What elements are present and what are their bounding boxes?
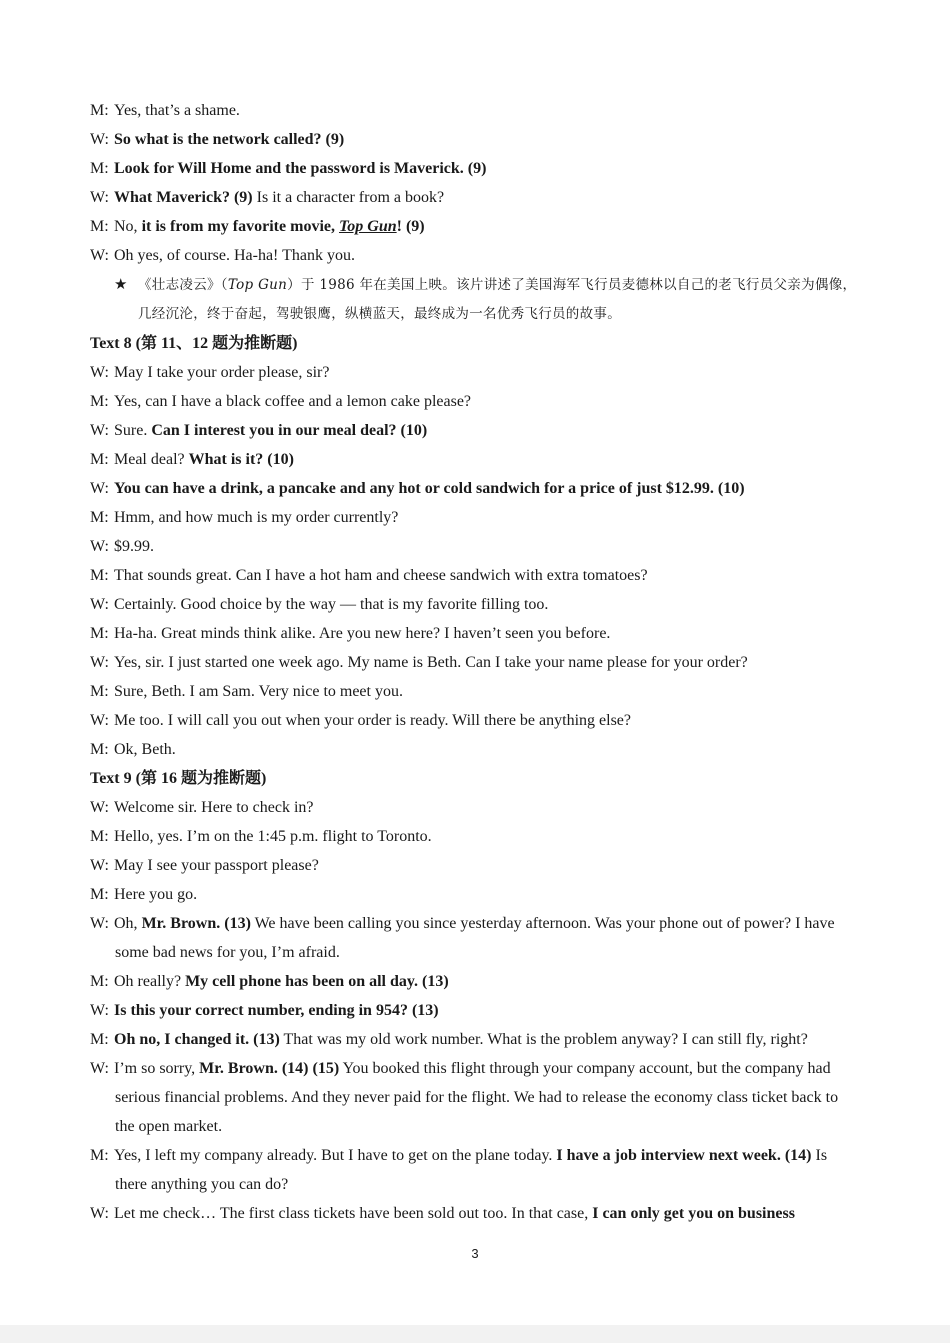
dialogue-text: That sounds great. Can I have a hot ham and cheese sandwich with extra tomatoes? bbox=[114, 567, 648, 584]
page-number: 3 bbox=[471, 1246, 479, 1261]
dialogue-text: Welcome sir. Here to check in? bbox=[114, 799, 314, 816]
dialogue-line bbox=[90, 387, 860, 416]
dialogue-text: Yes, can I have a black coffee and a lemon cake please? bbox=[114, 393, 472, 410]
dialogue-line bbox=[90, 1141, 860, 1199]
speaker-label: M: bbox=[90, 1147, 109, 1164]
dialogue-line bbox=[90, 793, 860, 822]
answer-cue-text: You can have a drink, a pancake and any hot or cold sandwich for a price of just $12.99. (10) bbox=[114, 480, 745, 497]
dialogue-text: Certainly. Good choice by the way — that is my favorite filling too. bbox=[114, 596, 549, 613]
dialogue-line bbox=[90, 1025, 860, 1054]
speaker-label: M: bbox=[90, 1031, 109, 1048]
speaker-label: W: bbox=[90, 799, 109, 816]
speaker-label: W: bbox=[90, 596, 109, 613]
dialogue-line bbox=[90, 503, 860, 532]
speaker-label: M: bbox=[90, 102, 109, 119]
dialogue-line bbox=[90, 445, 860, 474]
answer-cue-text: Can I interest you in our meal deal? (10) bbox=[151, 422, 428, 439]
speaker-label: W: bbox=[90, 538, 109, 555]
answer-cue-text: I have a job interview next week. (14) bbox=[556, 1147, 812, 1164]
answer-cue-text: Mr. Brown. (14) (15) bbox=[199, 1060, 340, 1077]
speaker-label: M: bbox=[90, 218, 109, 235]
transcript-body bbox=[90, 96, 860, 1228]
note-text: 《壮志凌云》（ bbox=[138, 277, 228, 293]
star-icon: ★ bbox=[114, 275, 128, 293]
section-heading-text9: Text 9 (第 16 题为推断题) bbox=[90, 770, 267, 787]
dialogue-text: No, bbox=[114, 218, 142, 235]
speaker-label: M: bbox=[90, 567, 109, 584]
dialogue-line bbox=[90, 996, 860, 1025]
speaker-label: M: bbox=[90, 741, 109, 758]
answer-cue-text: I can only get you on business bbox=[592, 1205, 795, 1222]
speaker-label: W: bbox=[90, 857, 109, 874]
dialogue-line bbox=[90, 212, 860, 241]
dialogue-line bbox=[90, 474, 860, 503]
dialogue-line bbox=[90, 880, 860, 909]
section-heading-text8: Text 8 (第 11、12 题为推断题) bbox=[90, 335, 298, 352]
dialogue-text: That was my old work number. What is the problem anyway? I can still fly, right? bbox=[279, 1031, 808, 1048]
answer-cue-text: So what is the network called? (9) bbox=[114, 131, 345, 148]
answer-cue-text: What Maverick? (9) bbox=[114, 189, 253, 206]
dialogue-text: Me too. I will call you out when your order is ready. Will there be anything else? bbox=[114, 712, 631, 729]
note-movie-title: Top Gun bbox=[227, 277, 288, 293]
speaker-label: M: bbox=[90, 683, 109, 700]
note-line-1 bbox=[114, 270, 860, 300]
chinese-note bbox=[114, 270, 860, 329]
dialogue-line bbox=[90, 241, 860, 270]
answer-cue-text: Top Gun bbox=[338, 218, 397, 235]
answer-cue-text: Oh no, I changed it. (13) bbox=[114, 1031, 280, 1048]
dialogue-text: Sure. bbox=[114, 422, 152, 439]
dialogue-text: Hmm, and how much is my order currently? bbox=[114, 509, 399, 526]
speaker-label: W: bbox=[90, 422, 109, 439]
speaker-label: W: bbox=[90, 654, 109, 671]
dialogue-line bbox=[90, 1054, 860, 1141]
dialogue-line bbox=[90, 358, 860, 387]
dialogue-line bbox=[90, 416, 860, 445]
answer-cue-text: Is this your correct number, ending in 954? (13) bbox=[114, 1002, 439, 1019]
speaker-label: W: bbox=[90, 480, 109, 497]
dialogue-text: Ok, Beth. bbox=[114, 741, 176, 758]
dialogue-text: Yes, that’s a shame. bbox=[114, 102, 240, 119]
dialogue-text: May I take your order please, sir? bbox=[114, 364, 330, 381]
speaker-label: W: bbox=[90, 131, 109, 148]
footer-strip bbox=[0, 1325, 950, 1343]
speaker-label: M: bbox=[90, 509, 109, 526]
dialogue-line bbox=[90, 532, 860, 561]
speaker-label: W: bbox=[90, 189, 109, 206]
dialogue-line bbox=[90, 590, 860, 619]
dialogue-text: Yes, sir. I just started one week ago. My name is Beth. Can I take your name please for your order? bbox=[114, 654, 748, 671]
dialogue-line bbox=[90, 822, 860, 851]
dialogue-line bbox=[90, 619, 860, 648]
speaker-label: M: bbox=[90, 160, 109, 177]
note-text: ）于 1986 年在美国上映。该片讲述了美国海军飞行员麦德林以自己的老飞行员父亲为偶像， bbox=[287, 277, 857, 293]
answer-cue-text: ! (9) bbox=[396, 218, 425, 235]
speaker-label: W: bbox=[90, 247, 109, 264]
dialogue-text: Here you go. bbox=[114, 886, 198, 903]
speaker-label: W: bbox=[90, 364, 109, 381]
dialogue-line bbox=[90, 1199, 860, 1228]
dialogue-line bbox=[90, 909, 860, 967]
dialogue-line bbox=[90, 735, 860, 764]
answer-cue-text: Look for Will Home and the password is Maverick. (9) bbox=[114, 160, 487, 177]
dialogue-text: Ha-ha. Great minds think alike. Are you new here? I haven’t seen you before. bbox=[114, 625, 611, 642]
dialogue-text: Yes, I left my company already. But I have to get on the plane today. bbox=[114, 1147, 557, 1164]
dialogue-text: Is it a character from a book? bbox=[252, 189, 445, 206]
answer-cue-text: it is from my favorite movie, bbox=[141, 218, 339, 235]
dialogue-line bbox=[90, 967, 860, 996]
speaker-label: M: bbox=[90, 828, 109, 845]
dialogue-line bbox=[90, 125, 860, 154]
speaker-label: W: bbox=[90, 915, 109, 932]
dialogue-text: $9.99. bbox=[114, 538, 154, 555]
dialogue-text: Meal deal? bbox=[114, 451, 189, 468]
dialogue-line bbox=[90, 851, 860, 880]
answer-cue-text: What is it? (10) bbox=[188, 451, 294, 468]
speaker-label: W: bbox=[90, 1205, 109, 1222]
dialogue-block-text8 bbox=[90, 358, 860, 764]
dialogue-text: May I see your passport please? bbox=[114, 857, 319, 874]
dialogue-line bbox=[90, 561, 860, 590]
dialogue-text: We have been calling you since yesterday afternoon. Was your phone out of power? I have some bad news for you, I’m afraid. bbox=[115, 915, 835, 961]
dialogue-line bbox=[90, 648, 860, 677]
dialogue-text: Let me check… The first class tickets have been sold out too. In that case, bbox=[114, 1205, 593, 1222]
speaker-label: M: bbox=[90, 625, 109, 642]
dialogue-block-text9 bbox=[90, 793, 860, 1228]
dialogue-line bbox=[90, 706, 860, 735]
speaker-label: M: bbox=[90, 393, 109, 410]
dialogue-text: You booked this flight through your company account, but the company had serious financial problems. And they never paid for the flight. We had to release the economy class ticket back to the open market. bbox=[115, 1060, 839, 1135]
speaker-label: W: bbox=[90, 1002, 109, 1019]
dialogue-text: Oh yes, of course. Ha-ha! Thank you. bbox=[114, 247, 355, 264]
dialogue-text: Sure, Beth. I am Sam. Very nice to meet you. bbox=[114, 683, 403, 700]
speaker-label: M: bbox=[90, 973, 109, 990]
speaker-label: W: bbox=[90, 1060, 109, 1077]
speaker-label: W: bbox=[90, 712, 109, 729]
answer-cue-text: My cell phone has been on all day. (13) bbox=[185, 973, 449, 990]
dialogue-line bbox=[90, 154, 860, 183]
dialogue-block-text7 bbox=[90, 96, 860, 270]
dialogue-text: Is there anything you can do? bbox=[115, 1147, 828, 1193]
dialogue-text: Oh really? bbox=[114, 973, 186, 990]
answer-cue-text: Mr. Brown. (13) bbox=[141, 915, 251, 932]
dialogue-text: I’m so sorry, bbox=[114, 1060, 200, 1077]
dialogue-line bbox=[90, 677, 860, 706]
speaker-label: M: bbox=[90, 451, 109, 468]
speaker-label: M: bbox=[90, 886, 109, 903]
note-line-2: 几经沉沦，终于奋起，驾驶银鹰，纵横蓝天，最终成为一名优秀飞行员的故事。 bbox=[138, 306, 621, 322]
dialogue-line bbox=[90, 96, 860, 125]
dialogue-line bbox=[90, 183, 860, 212]
dialogue-text: Hello, yes. I’m on the 1:45 p.m. flight to Toronto. bbox=[114, 828, 432, 845]
dialogue-text: Oh, bbox=[114, 915, 142, 932]
